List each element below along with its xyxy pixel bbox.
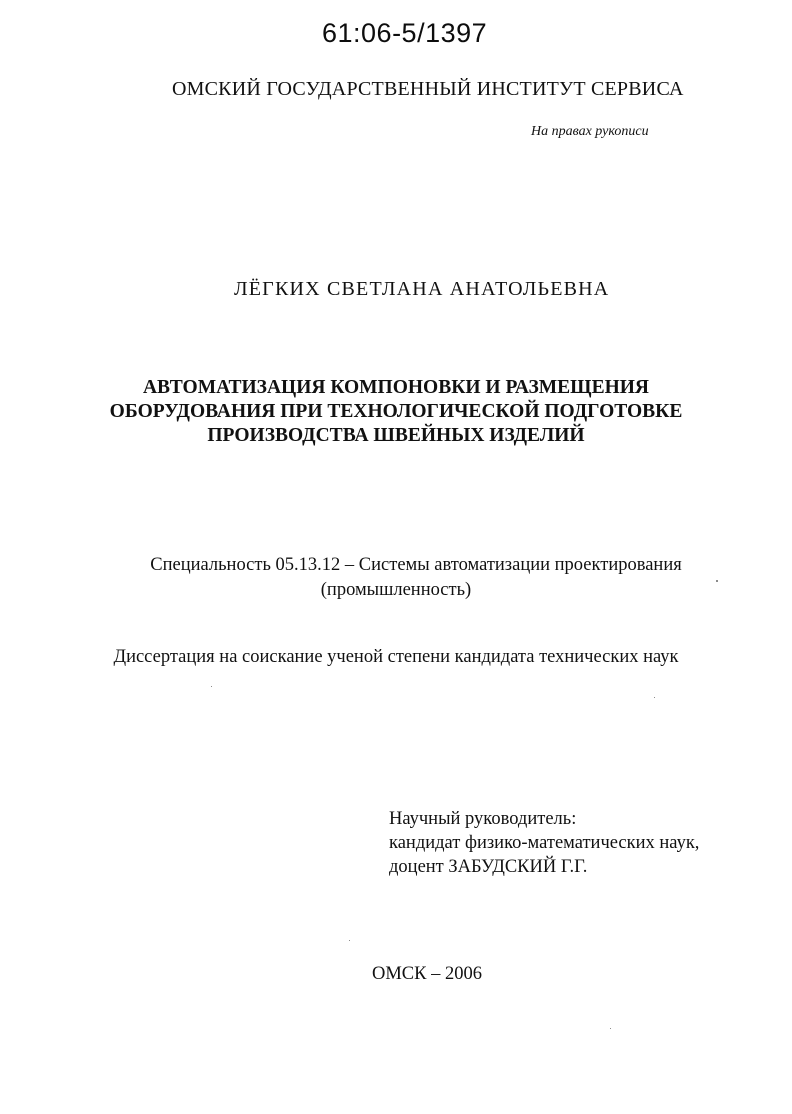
thesis-title-line-2: ОБОРУДОВАНИЯ ПРИ ТЕХНОЛОГИЧЕСКОЙ ПОДГОТОВКЕ [109, 401, 683, 422]
city-year: ОМСК – 2006 [372, 964, 482, 984]
thesis-title [0, 376, 792, 448]
specialty-line-2: (промышленность) [320, 580, 472, 600]
scan-speck [211, 686, 212, 687]
author-name: ЛЁГКИХ СВЕТЛАНА АНАТОЛЬЕВНА [234, 278, 610, 300]
specialty [0, 553, 792, 603]
scan-speck [654, 697, 655, 698]
specialty-line-1: Специальность 05.13.12 – Системы автоматизации проектирования [150, 555, 682, 575]
scan-speck [716, 580, 718, 582]
scan-speck [349, 940, 350, 941]
supervisor-line-1: Научный руководитель: [389, 809, 577, 829]
supervisor-line-3: доцент ЗАБУДСКИЙ Г.Г. [389, 857, 588, 877]
scan-speck [610, 1028, 611, 1029]
thesis-title-line-3: ПРОИЗВОДСТВА ШВЕЙНЫХ ИЗДЕЛИЙ [207, 425, 585, 446]
rights-note: На правах рукописи [531, 124, 649, 139]
institute-name: ОМСКИЙ ГОСУДАРСТВЕННЫЙ ИНСТИТУТ СЕРВИСА [172, 78, 684, 100]
thesis-title-line-1: АВТОМАТИЗАЦИЯ КОМПОНОВКИ И РАЗМЕЩЕНИЯ [142, 377, 650, 398]
degree-statement: Диссертация на соискание ученой степени кандидата технических наук [113, 647, 679, 667]
catalog-number: 61:06-5/1397 [322, 18, 488, 48]
supervisor-line-2: кандидат физико-математических наук, [389, 833, 700, 853]
supervisor-block [389, 807, 699, 879]
